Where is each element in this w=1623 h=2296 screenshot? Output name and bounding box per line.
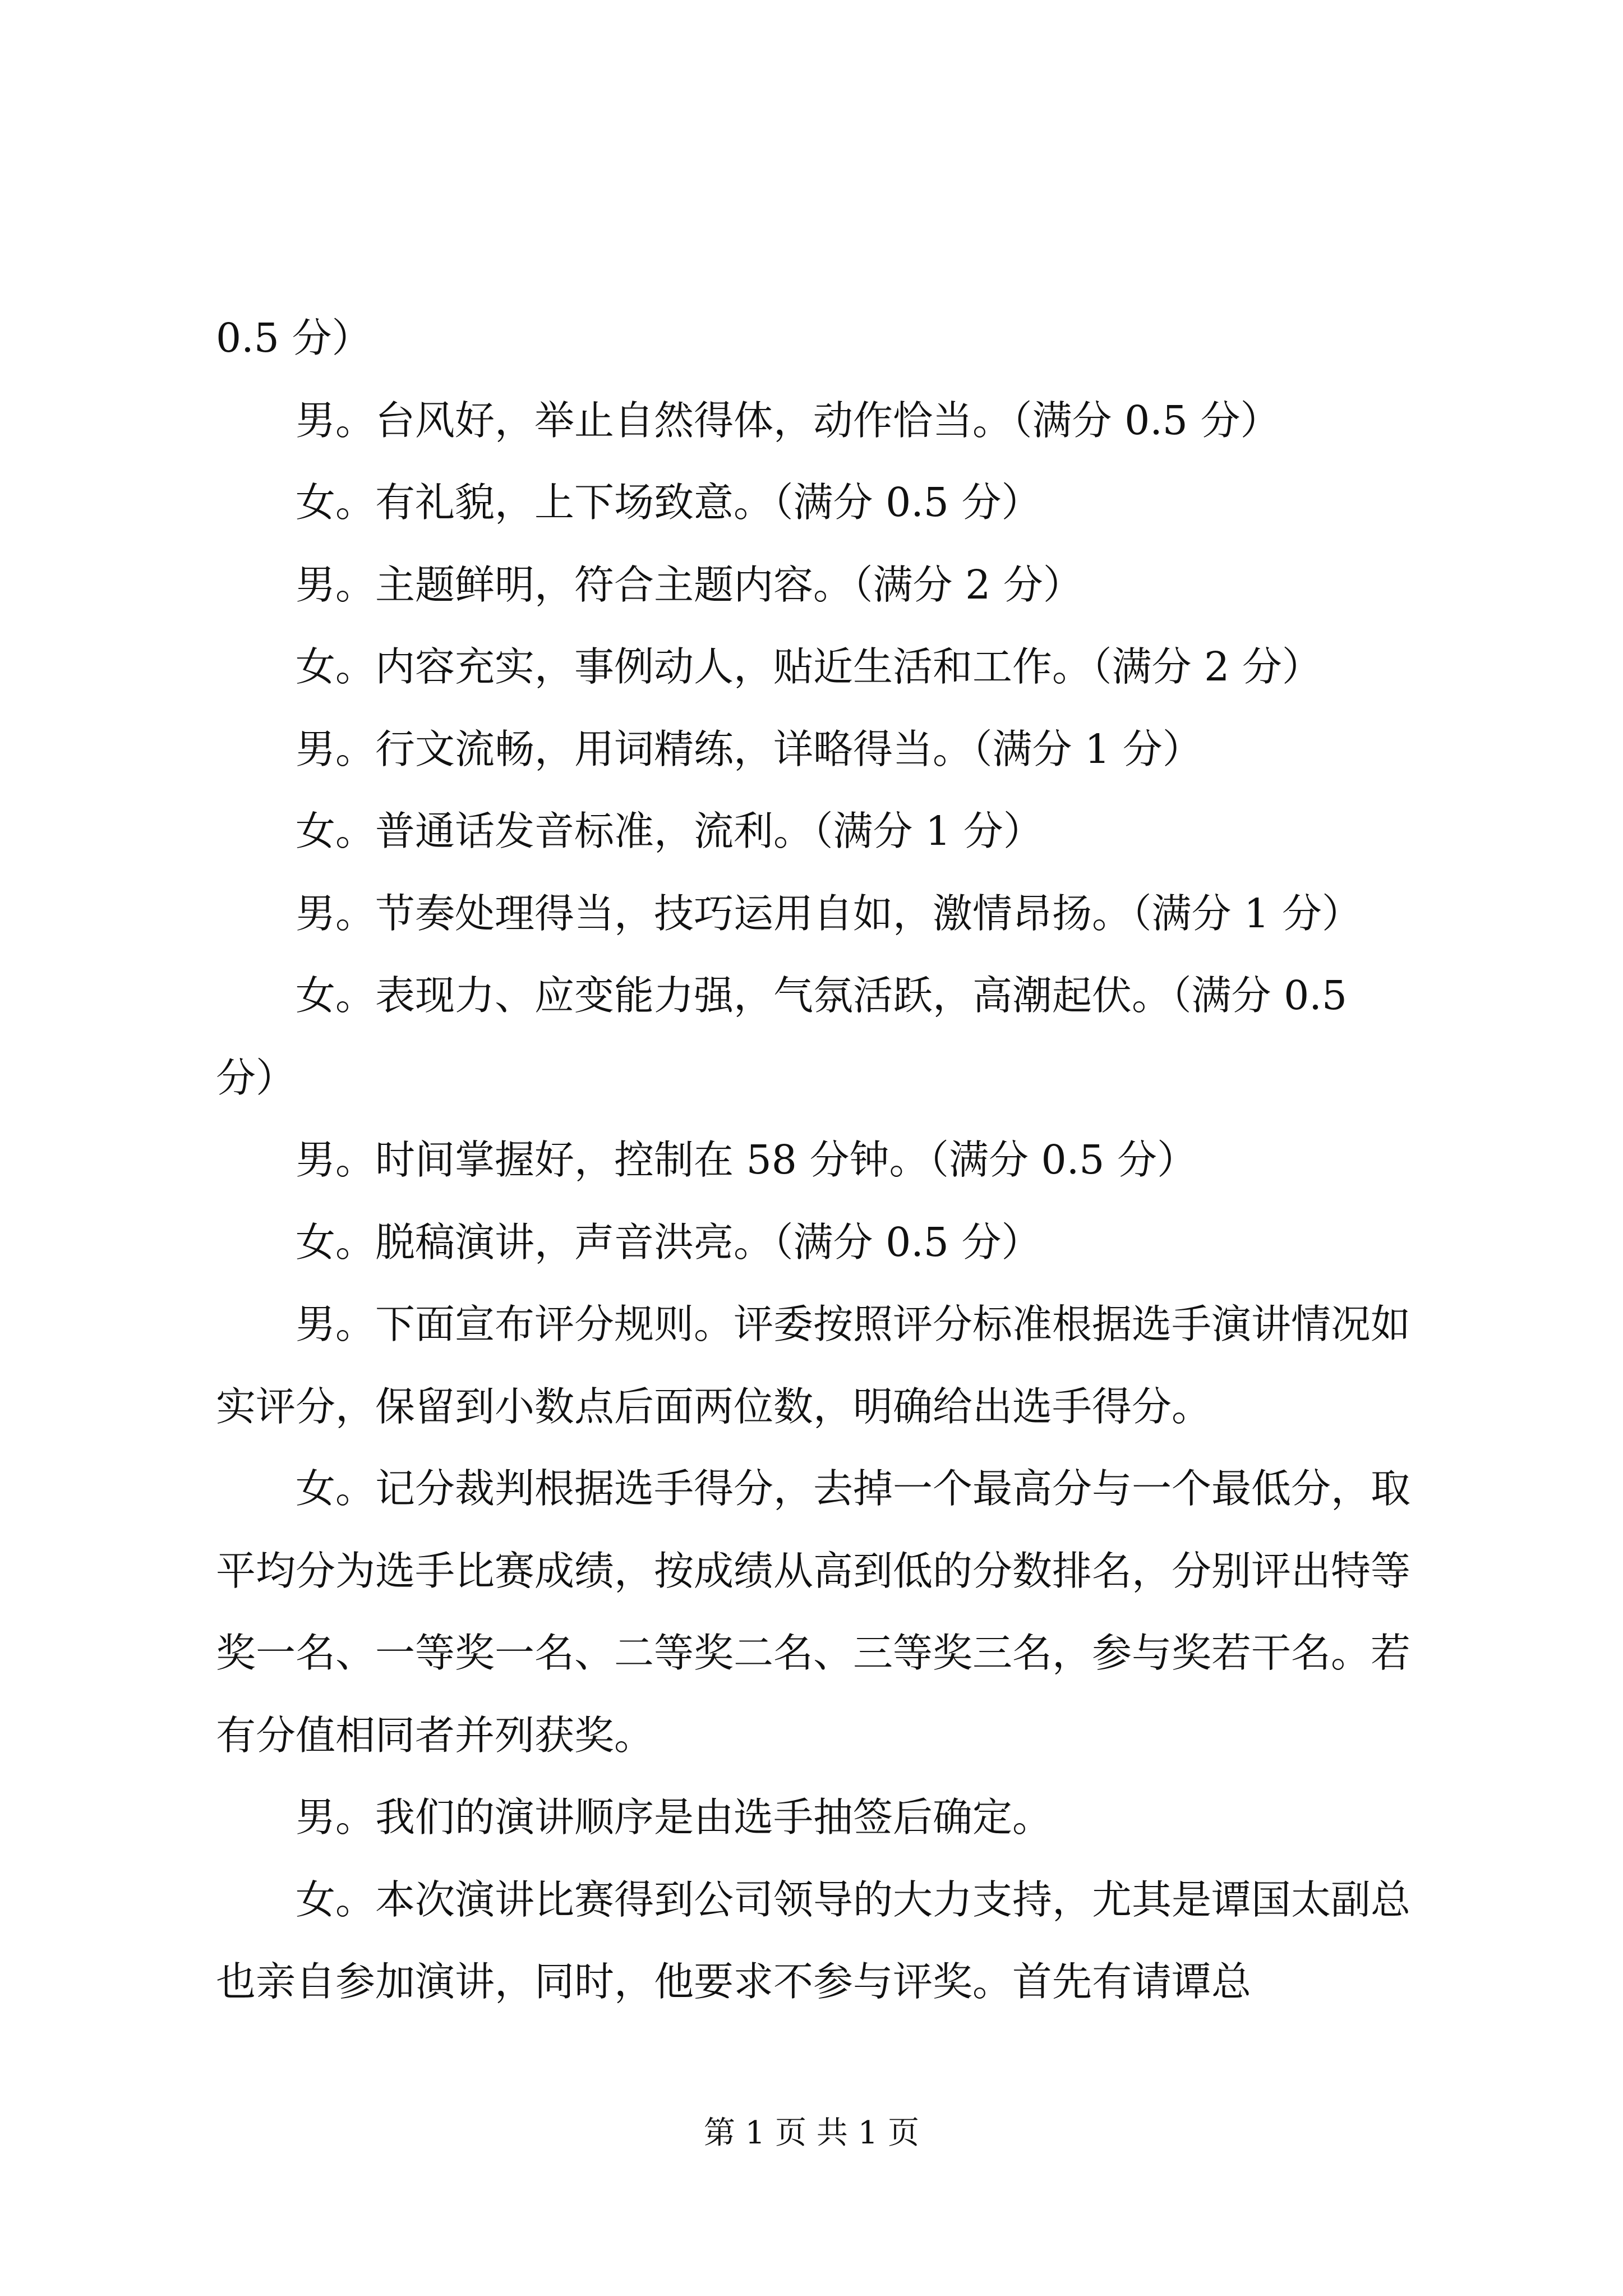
document-body [216,297,1416,2023]
paragraph: 女。本次演讲比赛得到公司领导的大力支持，尤其是谭国太副总也亲自参加演讲，同时，他要求不参与评奖。首先有请谭总 [216,1876,1411,2005]
paragraph: 女。普通话发音标准，流利。（满分 1 分） [296,808,1043,854]
paragraph: 女。表现力、应变能力强，气氛活跃，高潮起伏。（满分 0.5 分） [216,972,1360,1101]
paragraph: 男。主题鲜明，符合主题内容。（满分 2 分） [296,561,1083,608]
paragraph: 男。行文流畅，用词精练，详略得当。（满分 1 分） [296,725,1202,772]
page-footer: 第 1 页 共 1 页 [703,2115,920,2151]
paragraph: 女。有礼貌，上下场致意。（满分 0.5 分） [296,479,1041,526]
paragraph: 女。内容充实，事例动人，贴近生活和工作。（满分 2 分） [296,643,1322,690]
paragraph: 男。台风好，举止自然得体，动作恰当。（满分 0.5 分） [296,397,1280,444]
paragraph: 女。记分裁判根据选手得分，去掉一个最高分与一个最低分，取平均分为选手比赛成绩，按成绩从高到低的分数排名，分别评出特等奖一名、一等奖一名、二等奖二名、三等奖三名，参与奖若干名。若有分值相同者并列获奖。 [216,1465,1411,1759]
paragraph: 0.5 分） [216,315,372,361]
paragraph: 男。我们的演讲顺序是由选手抽签后确定。 [296,1794,1053,1841]
paragraph: 女。脱稿演讲，声音洪亮。（满分 0.5 分） [296,1218,1041,1266]
paragraph: 男。节奏处理得当，技巧运用自如，激情昂扬。（满分 1 分） [296,890,1362,937]
paragraph: 男。时间掌握好，控制在 58 分钟。（满分 0.5 分） [296,1137,1197,1183]
paragraph: 男。下面宣布评分规则。评委按照评分标准根据选手演讲情况如实评分，保留到小数点后面两位数，明确给出选手得分。 [216,1301,1411,1430]
